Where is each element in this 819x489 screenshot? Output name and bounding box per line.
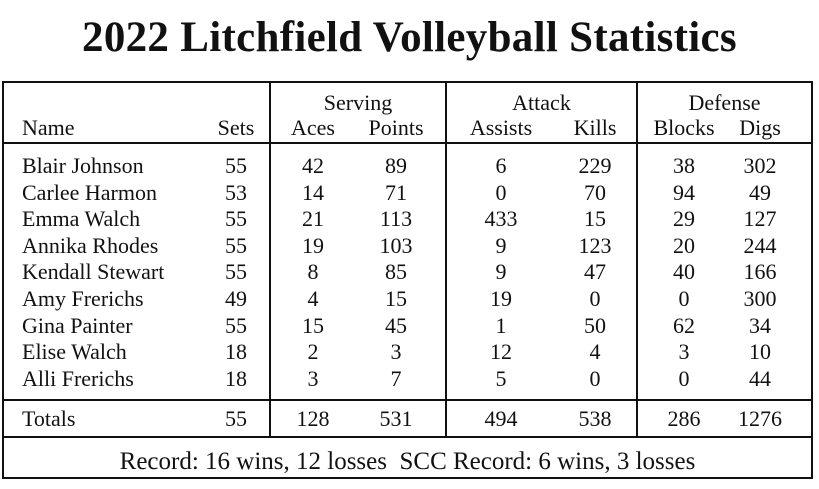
cell-assists: 9 [495,259,507,285]
table-row [4,259,811,286]
cell-kills: 0 [589,365,601,391]
stats-table [2,81,813,479]
cell-sets: 55 [225,232,247,258]
cell-name: Alli Frerichs [22,365,134,391]
cell-points: 113 [379,206,413,232]
cell-assists: 6 [495,153,507,178]
cell-points: 89 [385,153,407,178]
table-row [4,233,811,260]
cell-blocks: 20 [673,232,695,258]
cell-sets: 18 [225,339,247,365]
column-header-aces: Aces [291,115,335,140]
cell-points: 3 [390,339,402,365]
cell-digs: 34 [749,312,771,338]
cell-digs: 127 [743,206,777,232]
cell-blocks: 0 [678,286,690,311]
totals-row [4,406,811,433]
totals-sets: 55 [225,406,247,431]
cell-kills: 4 [589,339,601,365]
cell-sets: 55 [225,259,247,285]
cell-sets: 55 [225,312,247,338]
totals-blocks: 286 [667,406,701,431]
totals-divider [4,399,811,401]
cell-sets: 53 [225,179,247,205]
cell-blocks: 40 [673,259,695,285]
cell-assists: 1 [495,312,507,338]
cell-name: Gina Painter [22,312,133,338]
cell-blocks: 62 [673,312,695,338]
cell-digs: 244 [743,232,777,258]
cell-digs: 166 [743,259,777,285]
cell-aces: 15 [302,312,324,338]
cell-name: Elise Walch [22,339,127,365]
column-header-sets: Sets [217,115,255,140]
table-row [4,366,811,393]
cell-aces: 2 [307,339,319,365]
table-row [4,153,811,180]
cell-blocks: 0 [678,365,690,391]
cell-kills: 0 [589,286,601,311]
cell-name: Carlee Harmon [22,179,157,205]
cell-blocks: 94 [673,179,695,205]
cell-kills: 15 [584,206,606,232]
cell-kills: 70 [584,179,606,205]
cell-name: Emma Walch [22,206,141,232]
cell-points: 7 [390,365,402,391]
cell-aces: 14 [302,179,324,205]
column-header-kills: Kills [573,115,617,140]
totals-aces: 128 [296,406,330,431]
table-row [4,313,811,340]
cell-points: 71 [385,179,407,205]
cell-kills: 123 [578,232,612,258]
cell-kills: 229 [578,153,612,178]
cell-sets: 55 [225,206,247,232]
cell-points: 45 [385,312,407,338]
cell-digs: 44 [749,365,771,391]
cell-assists: 0 [495,179,507,205]
table-row [4,206,811,233]
season-record: Record: 16 wins, 12 losses SCC Record: 6 wins, 3 losses [119,448,696,475]
column-header-points: Points [368,115,424,140]
table-row [4,339,811,366]
cell-blocks: 29 [673,206,695,232]
cell-assists: 19 [490,286,512,311]
column-header-blocks: Blocks [653,115,715,140]
page-title: 2022 Litchfield Volleyball Statistics [82,14,737,61]
totals-label: Totals [22,406,76,431]
table-row [4,180,811,207]
cell-kills: 50 [584,312,606,338]
cell-aces: 19 [302,232,324,258]
cell-aces: 21 [302,206,324,232]
cell-points: 85 [385,259,407,285]
table-row [4,286,811,313]
cell-name: Blair Johnson [22,153,144,178]
totals-digs: 1276 [738,406,782,431]
footer-divider [4,436,811,438]
cell-aces: 3 [307,365,319,391]
header-divider [4,142,811,144]
cell-name: Amy Frerichs [22,286,144,311]
cell-sets: 18 [225,365,247,391]
cell-aces: 4 [307,286,319,311]
cell-digs: 49 [749,179,771,205]
column-header-digs: Digs [739,115,781,140]
cell-points: 103 [379,232,413,258]
cell-sets: 49 [225,286,247,311]
group-header-defense: Defense [688,90,761,115]
totals-kills: 538 [578,406,612,431]
column-header-name: Name [22,115,75,140]
group-header-serving: Serving [323,90,393,115]
group-header-attack: Attack [512,90,571,115]
cell-blocks: 3 [678,339,690,365]
cell-digs: 302 [743,153,777,178]
cell-digs: 10 [749,339,771,365]
cell-name: Annika Rhodes [22,232,159,258]
totals-points: 531 [379,406,413,431]
cell-aces: 8 [307,259,319,285]
column-header-assists: Assists [469,115,533,140]
cell-sets: 55 [225,153,247,178]
cell-assists: 12 [490,339,512,365]
cell-assists: 433 [484,206,518,232]
cell-aces: 42 [302,153,324,178]
cell-assists: 9 [495,232,507,258]
cell-name: Kendall Stewart [22,259,165,285]
cell-assists: 5 [495,365,507,391]
cell-blocks: 38 [673,153,695,178]
cell-kills: 47 [584,259,606,285]
totals-assists: 494 [484,406,518,431]
cell-points: 15 [385,286,407,311]
cell-digs: 300 [743,286,777,311]
